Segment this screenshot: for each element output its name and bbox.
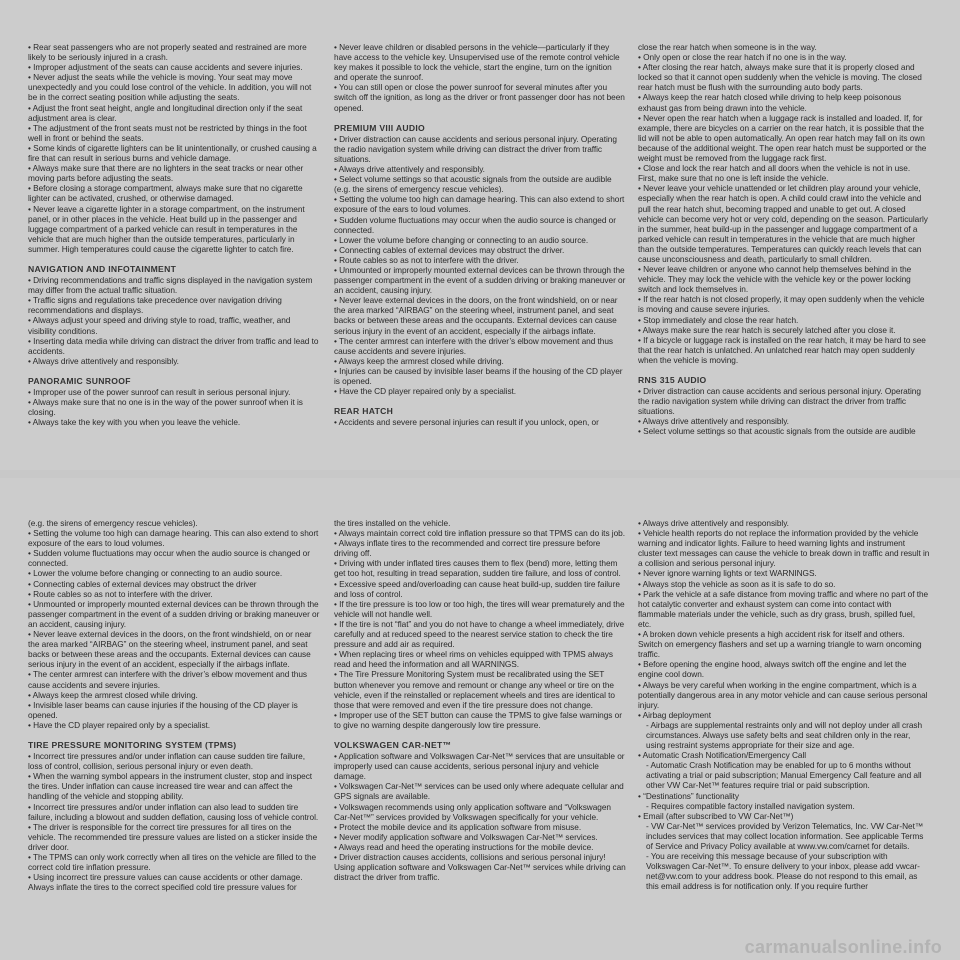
paragraph: • Always adjust your speed and driving style to road, traffic, weather, and visibility conditions. <box>28 315 291 336</box>
paragraph: • Never modify application software and Volkswagen Car-Net™ services. <box>334 831 598 842</box>
paragraph: • You can still open or close the power sunroof for several minutes after you switch off the ignition, as long as the driver or front passenger door has not been opened. <box>334 82 625 113</box>
paragraph: • Never adjust the seats while the vehicle is moving. Your seat may move unexpectedly and you could lose control of the vehicle. In addition, you will not be in the correct seating position while adjusting the seats. <box>28 72 312 103</box>
sub-paragraph: - VW Car-Net™ services provided by Verizon Telematics, Inc. VW Car-Net™ includes services that may collect location information. See applicable Terms of Service and Privacy Policy available at www.vw.com/carnet for details. <box>646 820 924 851</box>
paragraph: • Unmounted or improperly mounted external devices can be thrown through the passenger compartment in the event of a sudden driving or braking maneuver or an accident, causing injury. <box>28 598 320 629</box>
section-heading-car-net: VOLKSWAGEN CAR-NET™ <box>334 739 452 750</box>
paragraph: • When replacing tires or wheel rims on vehicles equipped with TPMS always read and heed the information and all WARNINGS. <box>334 649 613 670</box>
paragraph: • Setting the volume too high can damage hearing. This can also extend to short exposure of the ears to loud volumes. <box>334 194 625 215</box>
paragraph: • Connecting cables of external devices may obstruct the driver <box>28 578 257 589</box>
top-page <box>0 0 960 470</box>
paragraph: • Using incorrect tire pressure values can cause accidents or other damage. Always inflate the tires to the correct specified cold tire pressure values for <box>28 872 303 893</box>
bottom-page <box>0 478 960 960</box>
paragraph: • The center armrest can interfere with the driver’s elbow movement and thus cause accidents and severe injuries. <box>28 669 308 690</box>
paragraph: • The adjustment of the front seats must not be restricted by things in the foot well in front or behind the seats. <box>28 122 307 143</box>
paragraph: • Incorrect tire pressures and/or under inflation can cause sudden tire failure, loss of control, collision, serious personal injury or even death. <box>28 751 306 772</box>
paragraph: • Have the CD player repaired only by a specialist. <box>28 719 211 730</box>
paragraph: • Connecting cables of external devices may obstruct the driver. <box>334 244 565 255</box>
paragraph: • Never leave children or disabled persons in the vehicle—particularly if they have access to the vehicle key. Unsupervised use of the remote control vehicle key makes it possible to lock the vehicle, start the engine, turn on the ignition and operate the sunroof. <box>334 42 620 83</box>
section-heading-tpms: TIRE PRESSURE MONITORING SYSTEM (TPMS) <box>28 739 237 750</box>
paragraph: • Always drive attentively and responsibly. <box>334 164 485 175</box>
paragraph: • Always keep the armrest closed while driving. <box>28 689 198 700</box>
paragraph: • Never leave a cigarette lighter in a storage compartment, on the instrument panel, or in other places in the vehicle. Heat build up in the passenger and luggage compartment of a parked vehicle can result in temperatures in the vehicle that are much higher than the outside temperatures, particularly in summer. High temperatures could cause the cigarette lighter to catch fire. <box>28 203 305 254</box>
paragraph: • Incorrect tire pressures and/or under inflation can also lead to sudden tire failure, including a blowout and sudden deflation, causing loss of vehicle control. <box>28 801 319 822</box>
bottom-column-3 <box>638 518 930 891</box>
paragraph: • Inserting data media while driving can distract the driver from traffic and lead to accidents. <box>28 335 319 356</box>
paragraph: • If a bicycle or luggage rack is installed on the rear hatch, it may be hard to see that the rear hatch is unlatched. An unlatched rear hatch may open suddenly when the vehicle is moving. <box>638 334 926 365</box>
paragraph: • Never leave children or anyone who cannot help themselves behind in the vehicle. They may lock the vehicle with the vehicle key or the power locking switch and lock themselves in. <box>638 264 912 295</box>
paragraph: • Some kinds of cigarette lighters can be lit unintentionally, or crushed causing a fire that can result in serious burns and vehicle damage. <box>28 142 317 164</box>
sub-paragraph: - Automatic Crash Notification may be enabled for up to 6 months without activating a trial or paid subscription; Manual Emergency Call feature and all other VW Car-Net™ features require trial or paid subscription. <box>646 760 922 791</box>
paragraph: • Always read and heed the operating instructions for the mobile device. <box>334 841 594 852</box>
section-heading-premium-audio: PREMIUM VIII AUDIO <box>334 122 426 133</box>
paragraph: • Excessive speed and/overloading can cause heat build-up, sudden tire failure and loss of control. <box>334 578 620 599</box>
paragraph: • Always take the key with you when you leave the vehicle. <box>28 417 241 428</box>
paragraph: • Only open or close the rear hatch if no one is in the way. <box>638 52 847 63</box>
top-column-2 <box>334 42 626 427</box>
paragraph: • Application software and Volkswagen Car-Net™ services that are unsuitable or improperly used can cause accidents, serious personal injury and vehicle damage. <box>334 751 625 782</box>
paragraph: • Never leave external devices in the doors, on the front windshield, on or near the area marked “AIRBAG” on the steering wheel, instrument panel, and seat backs or between these areas and the occupants. External devices can cause serious injury in the event of an accident, especially if the airbags inflate. <box>28 629 312 670</box>
paragraph: • Improper adjustment of the seats can cause accidents and severe injuries. <box>28 62 303 73</box>
paragraph: • The Tire Pressure Monitoring System must be recalibrated using the SET button whenever you remove and remount or change any wheel or tire on the vehicle, even if the reinstalled or replacement wheels and tires are identical to those that were removed and even if the tire pressure does not change. <box>334 669 615 710</box>
paragraph: • Always keep the rear hatch closed while driving to help keep poisonous exhaust gas from being drawn into the vehicle. <box>638 92 902 113</box>
paragraph: • Adjust the front seat height, angle and longitudinal direction only if the seat adjustment area is clear. <box>28 102 303 123</box>
paragraph: • Sudden volume fluctuations may occur when the audio source is changed or connected. <box>28 548 310 569</box>
paragraph: • The center armrest can interfere with the driver’s elbow movement and thus cause accidents and severe injuries. <box>334 335 614 356</box>
paragraph: • Always inflate tires to the recommended and correct tire pressure before driving off. <box>334 538 601 559</box>
paragraph: • Driver distraction causes accidents, collisions and serious personal injury! Using application software and Volkswagen Car-Net™ services while driving can distract the driver from traffic. <box>334 852 626 883</box>
paragraph: • If the tire pressure is too low or too high, the tires will wear prematurely and the vehicle will not handle well. <box>334 598 625 619</box>
paragraph: • Rear seat passengers who are not properly seated and restrained are more likely to be seriously injured in a crash. <box>28 42 307 63</box>
paragraph: • Always make sure the rear hatch is securely latched after you close it. <box>638 324 896 335</box>
section-heading-sunroof: PANORAMIC SUNROOF <box>28 375 131 386</box>
paragraph: • Traffic signs and regulations take precedence over navigation driving recommendations and displays. <box>28 295 282 316</box>
top-column-1 <box>28 42 320 427</box>
paragraph: • Accidents and severe personal injuries can result if you unlock, open, or <box>334 417 599 428</box>
paragraph: • Before opening the engine hood, always switch off the engine and let the engine cool down. <box>638 659 907 680</box>
paragraph: • Always make sure that no one is in the way of the power sunroof when it is closing. <box>28 397 303 418</box>
paragraph: • Volkswagen Car-Net™ services can be used only where adequate cellular and GPS signals are available. <box>334 781 624 802</box>
paragraph: • Always drive attentively and responsibly. <box>638 518 789 528</box>
paragraph: • Improper use of the power sunroof can result in serious personal injury. <box>28 387 291 397</box>
paragraph: • Park the vehicle at a safe distance from moving traffic and where no part of the hot catalytic converter and exhaust system can come into contact with flammable materials under the vehicle, such as dry grass, brush, spilled fuel, etc. <box>638 588 929 629</box>
paragraph: • Always maintain correct cold tire inflation pressure so that TPMS can do its job. <box>334 528 625 539</box>
paragraph: • The TPMS can only work correctly when all tires on the vehicle are filled to the correct cold tire inflation pressure. <box>28 852 317 873</box>
paragraph: • Before closing a storage compartment, always make sure that no cigarette lighter can be activated, crushed, or otherwise damaged. <box>28 183 303 204</box>
paragraph: • Never leave your vehicle unattended or let children play around your vehicle, especially when the rear hatch is open. A child could crawl into the vehicle and pull the rear hatch shut, becoming trapped and unable to get out. A closed vehicle can become very hot or very cold, depending on the season. Particularly in the summer, heat build-up in the passenger and luggage compartment of a parked vehicle can result in temperatures in the vehicle that are much higher than the outside temperatures. Temperatures can quickly reach levels that can cause unconsciousness and death, particularly to small children. <box>638 183 928 264</box>
paragraph: • Unmounted or improperly mounted external devices can be thrown through the passenger compartment in the event of a sudden driving or braking maneuver or an accident, causing injury. <box>334 264 626 296</box>
paragraph: • Never open the rear hatch when a luggage rack is installed and loaded. If, for example, there are bicycles on a carrier on the rear hatch, it is possible that the lid will not be able to open automatically. An open rear hatch may fall on its own because of the additional weight. The open rear hatch must be supported or the weight must be removed from the luggage rack first. <box>638 112 927 164</box>
paragraph: • Always be very careful when working in the engine compartment, which is a potentially dangerous area in any motor vehicle and can cause serious personal injury. <box>638 679 928 710</box>
paragraph: • Vehicle health reports do not replace the information provided by the vehicle warning and indicator lights. Failure to heed warning lights and instrument cluster text messages can cause the vehicle to break down in traffic and result in a collision and serious personal injury. <box>638 528 930 569</box>
paragraph: • After closing the rear hatch, always make sure that it is properly closed and locked so that it cannot open suddenly when the vehicle is moving. The closed rear hatch must be flush with the surrounding auto body parts. <box>638 62 922 93</box>
bottom-column-1 <box>28 518 320 892</box>
bottom-column-2 <box>334 518 626 882</box>
paragraph: • Lower the volume before changing or connecting to an audio source. <box>334 234 589 245</box>
sub-paragraph: - Requires compatible factory installed navigation system. <box>646 800 855 811</box>
paragraph: • If the rear hatch is not closed properly, it may open suddenly when the vehicle is moving and cause severe injuries. <box>638 294 925 315</box>
paragraph: • Route cables so as not to interfere with the driver. <box>334 254 519 265</box>
paragraph: close the rear hatch when someone is in the way. <box>638 42 817 52</box>
paragraph: the tires installed on the vehicle. <box>334 518 451 528</box>
paragraph: • Improper use of the SET button can cause the TPMS to give false warnings or to give no warning despite dangerously low tire pressure. <box>334 709 622 730</box>
paragraph: • Protect the mobile device and its application software from misuse. <box>334 821 582 832</box>
paragraph: • Select volume settings so that acoustic signals from the outside are audible (e.g. the sirens of emergency rescue vehicles). <box>334 174 612 195</box>
paragraph: • Driving with under inflated tires causes them to flex (bend) more, letting them get too hot, resulting in tread separation, sudden tire failure, and loss of control. <box>334 558 621 579</box>
paragraph: • Driver distraction can cause accidents and serious personal injury. Operating the radio navigation system while driving can distract the driver from traffic situations. <box>638 386 921 417</box>
paragraph: • Sudden volume fluctuations may occur when the audio source is changed or connected. <box>334 214 616 235</box>
paragraph: • Driving recommendations and traffic signs displayed in the navigation system may differ from the actual traffic situation. <box>28 275 313 296</box>
paragraph: • Always drive attentively and responsibly. <box>28 355 179 366</box>
sub-paragraph: - Airbags are supplemental restraints only and will not deploy under all crash circumstances. Always use safety belts and seat children only in the rear, using restraint systems appropriate for their size and age. <box>646 719 923 751</box>
section-heading-navigation: NAVIGATION AND INFOTAINMENT <box>28 263 177 274</box>
watermark: carmanualsonline.info <box>744 937 942 957</box>
section-heading-rear-hatch: REAR HATCH <box>334 406 394 417</box>
paragraph: • Volkswagen recommends using only application software and “Volkswagen Car-Net™” services provided by Volkswagen specifically for your vehicle. <box>334 801 611 822</box>
paragraph: • “Destinations” functionality <box>638 790 740 801</box>
paragraph: • Never leave external devices in the doors, on the front windshield, on or near the area marked “AIRBAG” on the steering wheel, instrument panel, and seat backs or between these areas and the occupants. External devices can cause serious injury in the event of an accident, especially if the airbags inflate. <box>334 295 618 336</box>
paragraph: • Airbag deployment <box>638 709 711 720</box>
sub-paragraph: - You are receiving this message because of your subscription with Volkswagen Car-Net™. To ensure delivery to your inbox, please add vwcar-net@vw.com to your address book. Please do not respond to this email, as this email address is for notification only. If you require further <box>646 851 920 892</box>
paragraph: • Driver distraction can cause accidents and serious personal injury. Operating the radio navigation system while driving can distract the driver from traffic situations. <box>334 133 617 164</box>
paragraph: • Setting the volume too high can damage hearing. This can also extend to short exposure of the ears to loud volumes. <box>28 528 319 549</box>
paragraph: • Have the CD player repaired only by a specialist. <box>334 386 517 397</box>
paragraph: • Injuries can be caused by invisible laser beams if the housing of the CD player is opened. <box>334 365 623 386</box>
paragraph: • Email (after subscribed to VW Car-Net™) <box>638 810 794 821</box>
paragraph: • Always keep the armrest closed while driving. <box>334 355 504 366</box>
paragraph: • Never ignore warning lights or text WARNINGS. <box>638 568 817 579</box>
paragraph: • Always make sure that there are no lighters in the seat tracks or near other moving parts before adjusting the seats. <box>28 163 304 184</box>
paragraph: • Always stop the vehicle as soon as it is safe to do so. <box>638 578 836 589</box>
paragraph: • Automatic Crash Notification/Emergency Call <box>638 750 807 761</box>
top-column-3 <box>638 42 930 437</box>
paragraph: • If the tire is not “flat” and you do not have to change a wheel immediately, drive carefully and at reduced speed to the nearest service station to check the tire pressure and add air as required. <box>334 618 625 650</box>
paragraph: (e.g. the sirens of emergency rescue vehicles). <box>28 518 198 528</box>
section-heading-rns-audio: RNS 315 AUDIO <box>638 375 707 385</box>
paragraph: • Always drive attentively and responsibly. <box>638 416 789 427</box>
paragraph: • Select volume settings so that acoustic signals from the outside are audible <box>638 426 916 437</box>
paragraph: • The driver is responsible for the correct tire pressures for all tires on the vehicle. The recommended tire pressure values are listed on a sticker inside the driver door. <box>28 821 318 852</box>
paragraph: • A broken down vehicle presents a high accident risk for itself and others. Switch on emergency flashers and set up a warning triangle to warn oncoming traffic. <box>638 629 922 660</box>
paragraph: • Invisible laser beams can cause injuries if the housing of the CD player is opened. <box>28 699 298 720</box>
paragraph: • When the warning symbol appears in the instrument cluster, stop and inspect the tires. Under inflation can cause increased tire wear and can affect the handling of the vehicle and stopping ability. <box>28 771 313 802</box>
paragraph: • Stop immediately and close the rear hatch. <box>638 314 799 325</box>
paragraph: • Route cables so as not to interfere with the driver. <box>28 588 213 599</box>
paragraph: • Close and lock the rear hatch and all doors when the vehicle is not in use. First, make sure that no one is left inside the vehicle. <box>638 163 911 184</box>
paragraph: • Lower the volume before changing or connecting to an audio source. <box>28 568 283 579</box>
